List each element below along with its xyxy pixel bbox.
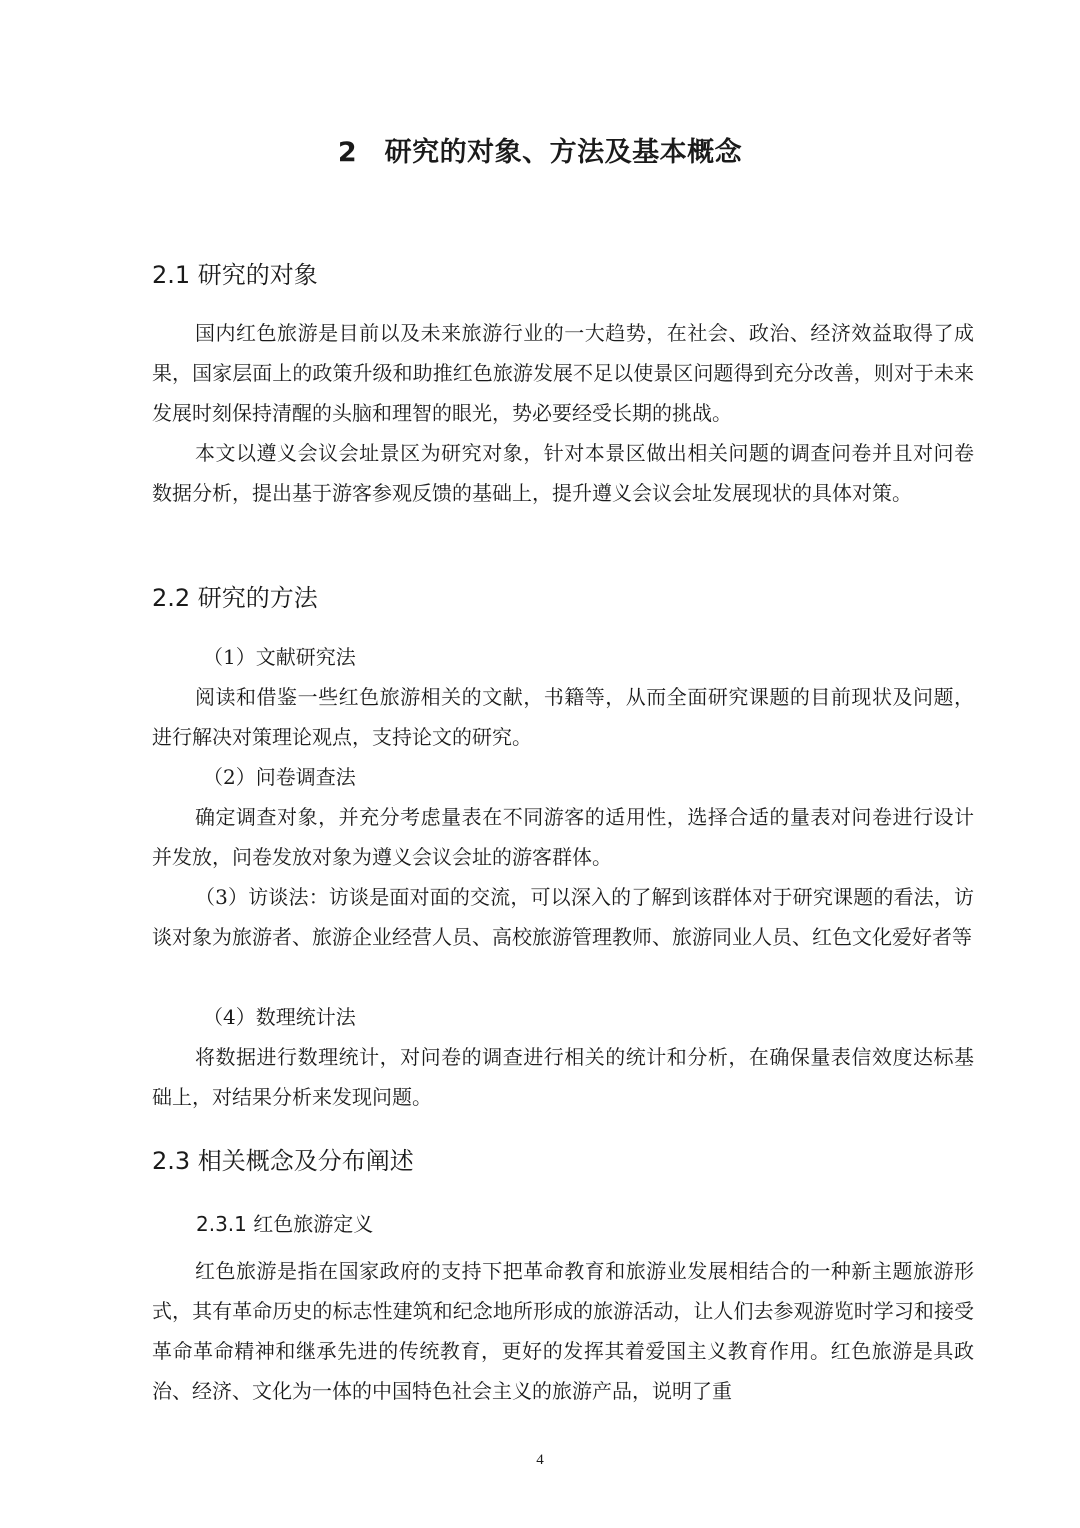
subsection-heading-2-3-1: 2.3.1 红色旅游定义 (196, 1212, 374, 1236)
method-4-title: （4）数理统计法 (203, 1005, 356, 1029)
page-number: 4 (536, 1452, 544, 1468)
method-1-title: （1）文献研究法 (203, 645, 356, 669)
section-heading-2-1: 2.1 研究的对象 (152, 261, 318, 289)
section-heading-2-2: 2.2 研究的方法 (152, 584, 318, 612)
method-2-text: 确定调查对象，并充分考虑量表在不同游客的适用性，选择合适的量表对问卷进行设计并发放，问卷发放对象为遵义会议会址的游客群体。 (152, 805, 974, 869)
method-2-title: （2）问卷调查法 (203, 765, 356, 789)
method-1-text: 阅读和借鉴一些红色旅游相关的文献，书籍等，从而全面研究课题的目前现状及问题，进行解决对策理论观点，支持论文的研究。 (152, 685, 974, 749)
paragraph-research-object-2: 本文以遵义会议会址景区为研究对象，针对本景区做出相关问题的调查问卷并且对问卷数据分析，提出基于游客参观反馈的基础上，提升遵义会议会址发展现状的具体对策。 (152, 441, 974, 505)
method-4-text: 将数据进行数理统计，对问卷的调查进行相关的统计和分析，在确保量表信效度达标基础上，对结果分析来发现问题。 (152, 1045, 974, 1109)
section-heading-2-3: 2.3 相关概念及分布阐述 (152, 1147, 414, 1175)
paragraph-red-tourism-definition: 红色旅游是指在国家政府的支持下把革命教育和旅游业发展相结合的一种新主题旅游形式，其有革命历史的标志性建筑和纪念地所形成的旅游活动，让人们去参观游览时学习和接受革命革命精神和继承先进的传统教育，更好的发挥其着爱国主义教育作用。红色旅游是具政治、经济、文化为一体的中国特色社会主义的旅游产品，说明了重 (152, 1259, 974, 1403)
chapter-title: 2 研究的对象、方法及基本概念 (337, 137, 743, 168)
method-3-text: （3）访谈法：访谈是面对面的交流，可以深入的了解到该群体对于研究课题的看法，访谈对象为旅游者、旅游企业经营人员、高校旅游管理教师、旅游同业人员、红色文化爱好者等 (152, 885, 974, 949)
paragraph-research-object-1: 国内红色旅游是目前以及未来旅游行业的一大趋势，在社会、政治、经济效益取得了成果，国家层面上的政策升级和助推红色旅游发展不足以使景区问题得到充分改善，则对于未来发展时刻保持清醒的头脑和理智的眼光，势必要经受长期的挑战。 (152, 321, 974, 425)
